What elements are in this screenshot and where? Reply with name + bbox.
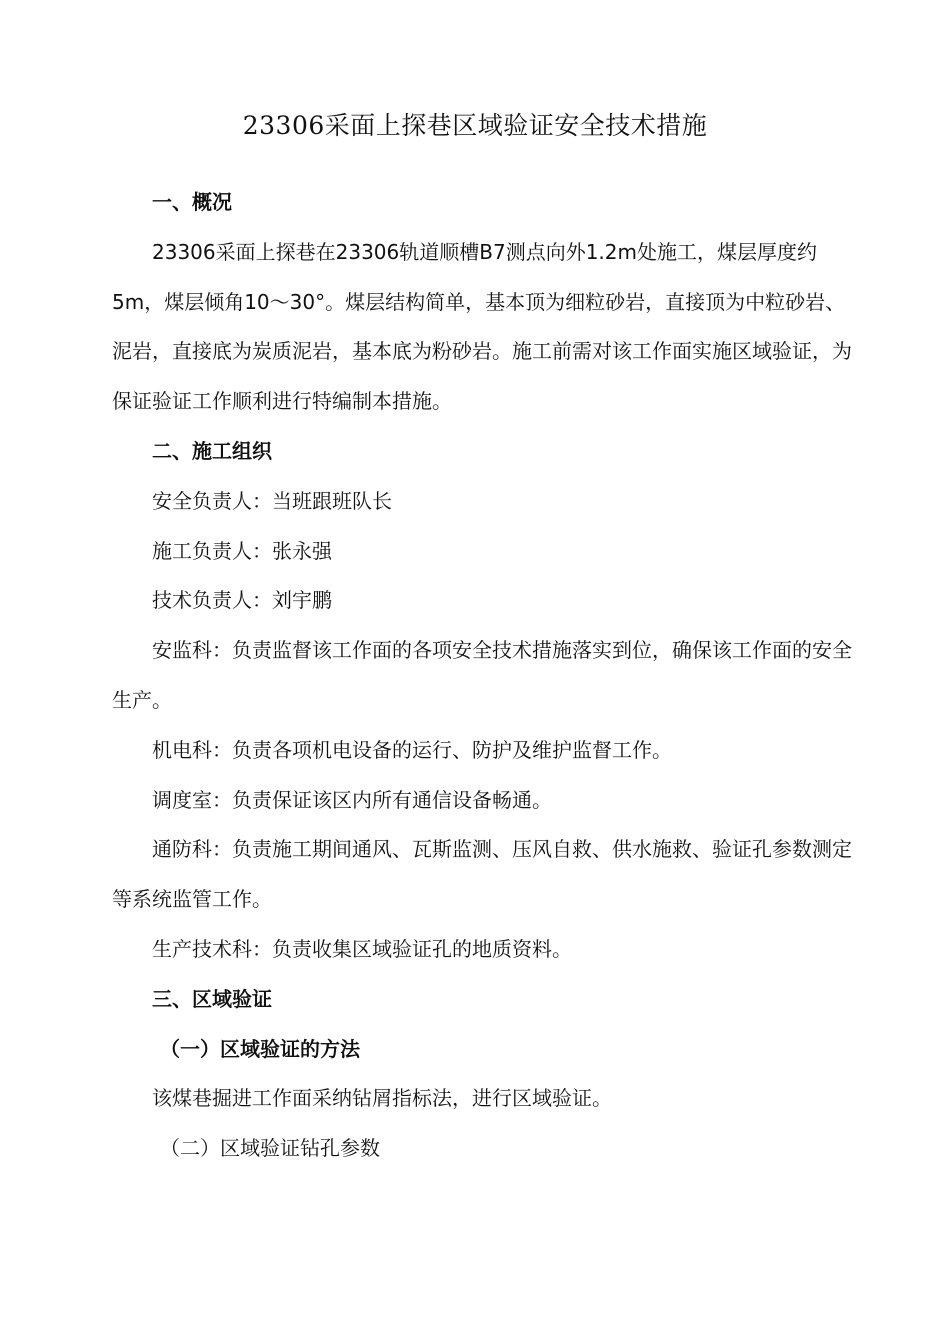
section-heading-organization: 二、施工组织 <box>152 438 272 463</box>
section-heading-verification: 三、区域验证 <box>152 986 272 1011</box>
organization-item: 机电科：负责各项机电设备的运行、防护及维护监督工作。 <box>152 737 672 762</box>
organization-item: 技术负责人：刘宇鹏 <box>152 588 332 613</box>
document-body <box>112 178 852 1174</box>
overview-paragraph: 23306采面上探巷在23306轨道顺槽B7测点向外1.2m处施工，煤层厚度约5m，煤层倾角10～30°。煤层结构简单，基本顶为细粒砂岩，直接顶为中粒砂岩、泥岩，直接底为炭质泥岩，基本底为粉砂岩。施工前需对该工作面实施区域验证，为保证验证工作顺利进行特编制本措施。 <box>112 239 852 414</box>
organization-item: 施工负责人：张永强 <box>152 538 332 563</box>
method-paragraph: 该煤巷掘进工作面采纳钻屑指标法，进行区域验证。 <box>152 1086 612 1111</box>
organization-item: 安全负责人：当班跟班队长 <box>152 488 392 513</box>
organization-item: 生产技术科：负责收集区域验证孔的地质资料。 <box>152 936 572 961</box>
organization-item: 通防科：负责施工期间通风、瓦斯监测、压风自救、供水施救、验证孔参数测定等系统监管工作。 <box>112 837 852 912</box>
subsection-heading-drill-params: （二）区域验证钻孔参数 <box>160 1136 380 1161</box>
document-title: 23306采面上探巷区域验证安全技术措施 <box>242 111 708 140</box>
subsection-heading-method: （一）区域验证的方法 <box>160 1036 360 1061</box>
section-heading-overview: 一、概况 <box>152 190 232 214</box>
organization-item: 调度室：负责保证该区内所有通信设备畅通。 <box>152 787 552 812</box>
organization-item: 安监科：负责监督该工作面的各项安全技术措施落实到位，确保该工作面的安全生产。 <box>112 638 852 712</box>
